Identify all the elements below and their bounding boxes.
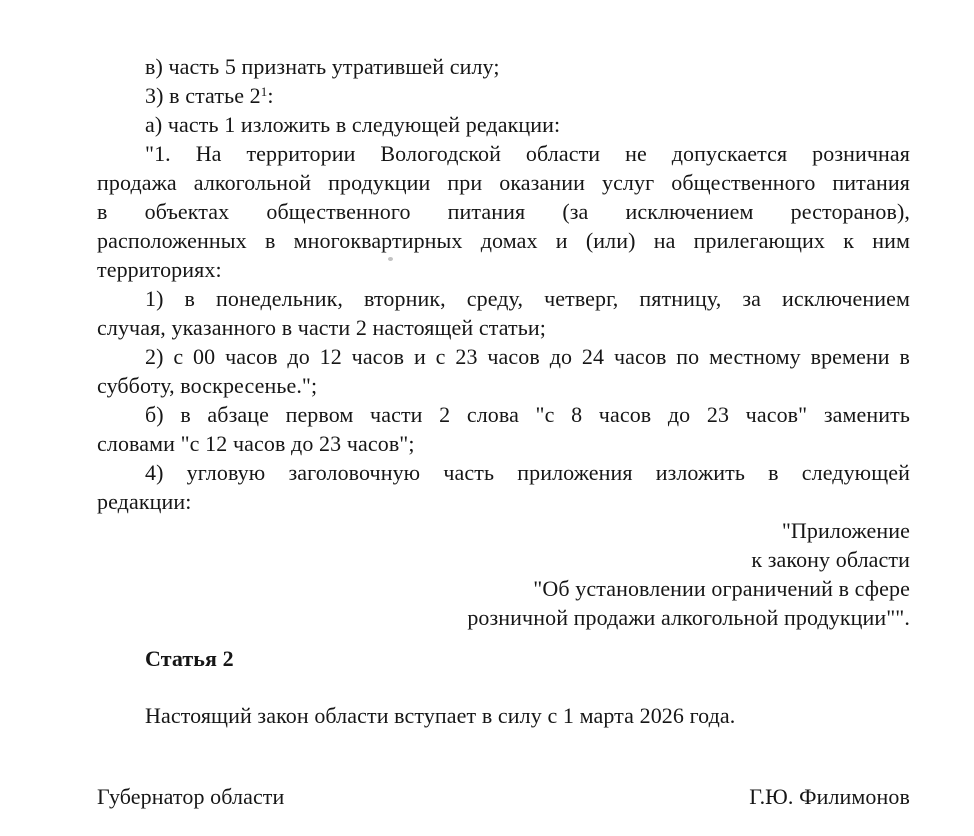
paragraph-line: словами "с 12 часов до 23 часов"; <box>97 431 415 456</box>
amendment-item-3-prefix: 3) в статье 2 <box>145 83 261 108</box>
paragraph-line: б) в абзаце первом части 2 слова "с 8 часов до 23 часов" заменить <box>145 402 910 427</box>
paragraph-line: субботу, воскресенье."; <box>97 373 318 398</box>
paragraph-line: 2) с 00 часов до 12 часов и с 23 часов до 24 часов по местному времени в <box>145 344 910 369</box>
paragraph-line: 1) в понедельник, вторник, среду, четверг, пятницу, за исключением <box>145 286 910 311</box>
paragraph-line: территориях: <box>97 257 222 282</box>
amendment-item-a: а) часть 1 изложить в следующей редакции: <box>145 112 561 137</box>
subitem-2-paragraph <box>97 342 910 400</box>
annex-heading-block <box>97 516 910 632</box>
article-2-body: Настоящий закон области вступает в силу с 1 марта 2026 года. <box>145 703 736 728</box>
subitem-1-paragraph <box>97 284 910 342</box>
amendment-item-v: в) часть 5 признать утратившей силу; <box>145 54 500 79</box>
article-2-heading: Статья 2 <box>145 646 234 671</box>
signature-row <box>97 782 910 811</box>
paragraph-line: расположенных в многоквартирных домах и (или) на прилегающих к ним <box>97 228 910 253</box>
annex-line: к закону области <box>751 547 910 572</box>
amendment-item-3-suffix: : <box>267 83 274 108</box>
law-amendment-text <box>97 52 910 811</box>
amendment-item-3 <box>97 81 910 110</box>
article-number-superscript: 1 <box>260 84 268 99</box>
amendment-item-4-paragraph <box>97 458 910 516</box>
paragraph-line: продажа алкогольной продукции при оказании услуг общественного питания <box>97 170 910 195</box>
paragraph-line: случая, указанного в части 2 настоящей статьи; <box>97 315 546 340</box>
paragraph-line: "1. На территории Вологодской области не допускается розничная <box>145 141 910 166</box>
annex-line: "Приложение <box>781 518 910 543</box>
paragraph-line: редакции: <box>97 489 192 514</box>
annex-line: "Об установлении ограничений в сфере <box>533 576 910 601</box>
amendment-item-b-paragraph <box>97 400 910 458</box>
quoted-part-1-paragraph <box>97 139 910 284</box>
annex-line: розничной продажи алкогольной продукции"". <box>467 605 910 630</box>
paragraph-line: в объектах общественного питания (за исключением ресторанов), <box>97 199 910 224</box>
paragraph-line: 4) угловую заголовочную часть приложения изложить в следующей <box>145 460 910 485</box>
signatory-title: Губернатор области <box>97 784 285 809</box>
signatory-name: Г.Ю. Филимонов <box>749 784 910 809</box>
